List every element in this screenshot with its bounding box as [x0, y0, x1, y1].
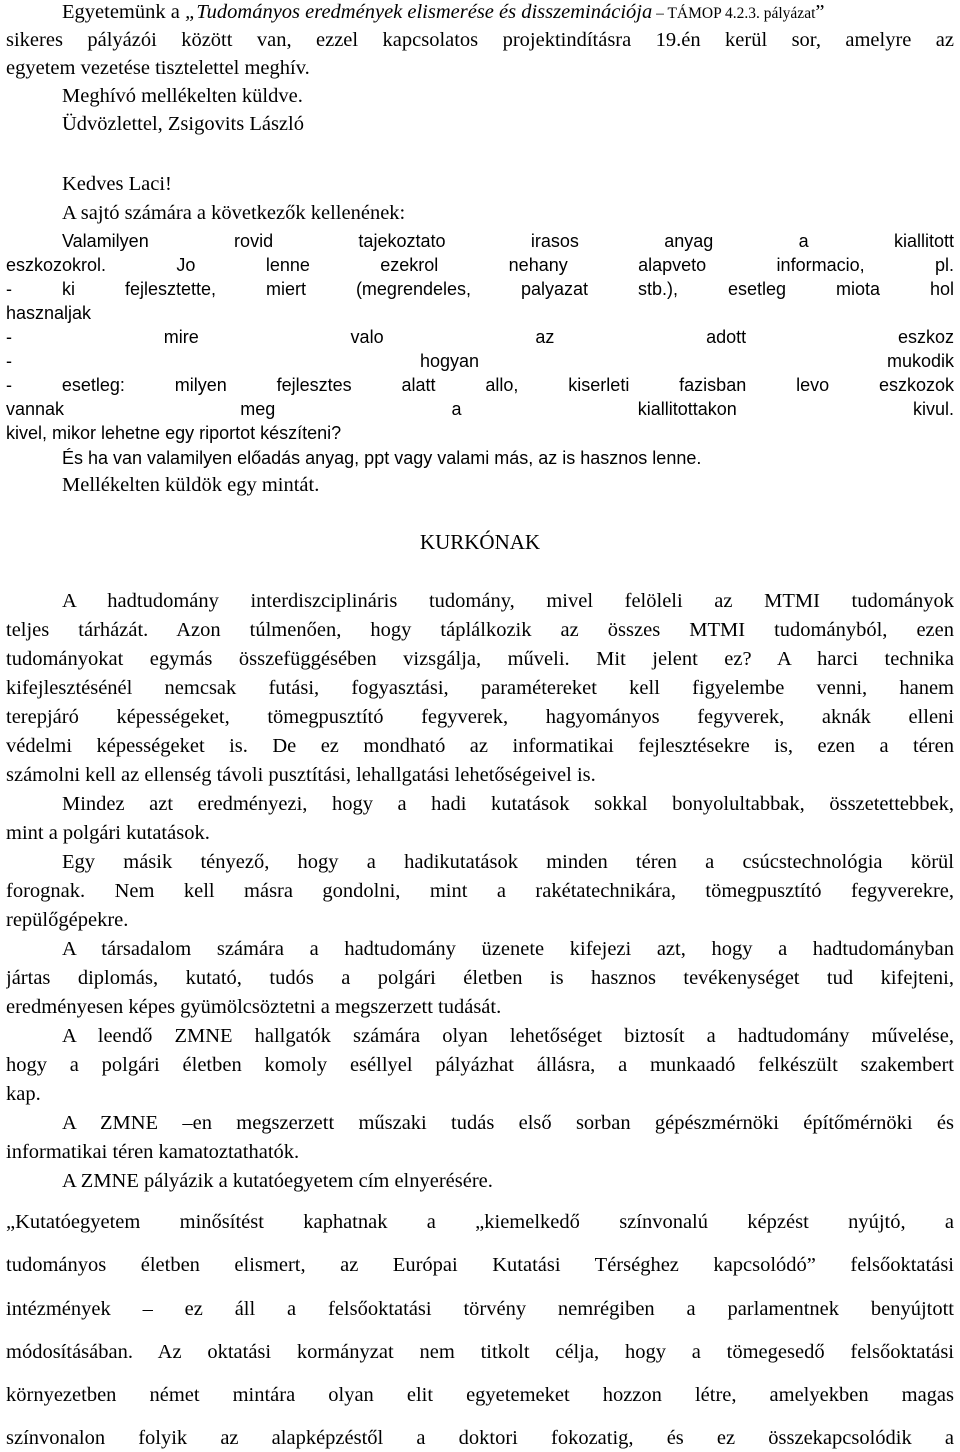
article-title: KURKÓNAK	[419, 530, 541, 554]
article-line: Egy másik tényező, hogy a hadikutatások minden téren a csúcstechnológia körül	[62, 851, 954, 873]
article-line: terepjáró képességeket, tömegpusztító fegyverek, hagyományos fegyverek, aknák elleni	[6, 706, 954, 728]
article-line: A leendő ZMNE hallgatók számára olyan lehetőséget biztosít a hadtudomány művelése,	[62, 1025, 954, 1047]
greeting-signature: Üdvözlettel, Zsigovits László	[62, 113, 304, 135]
request-line: - esetleg: milyen fejlesztes alatt allo, kiserleti fazisban levo eszkozok	[6, 375, 954, 395]
article-line: mint a polgári kutatások.	[6, 822, 210, 844]
article-line: A hadtudomány interdiszciplináris tudomány, mivel felöleli az MTMI tudományok	[62, 590, 954, 612]
article-line: Mindez azt eredményezi, hogy a hadi kutatások sokkal bonyolultabbak, összetettebbek,	[62, 793, 954, 815]
quote-line: környezetben német mintára olyan elit egyetemeket hozzon létre, amelyekben magas	[6, 1384, 954, 1406]
request-line: hasznaljak	[6, 303, 92, 323]
article-line: repülőgépekre.	[6, 909, 129, 931]
article-line: forognak. Nem kell másra gondolni, mint a rakétatechnikára, tömegpusztító fegyverekre,	[6, 880, 954, 902]
article-line: hogy a polgári életben komoly eséllyel pályázhat állásra, a munkaadó felkészült szakembert	[6, 1054, 954, 1076]
request-line: - mire valo az adott eszkoz	[6, 327, 954, 347]
quote-line: színvonalon folyik az alapképzéstől a doktori fokozatig, és ez összekapcsolódik a	[6, 1427, 954, 1449]
article-line: tudományokat egymás összefüggésében vizsgálja, műveli. Mit jelent ez? A harci technika	[6, 648, 954, 670]
article-line: kifejlesztésénél nemcsak futási, fogyasztási, paramétereket kell figyelembe venni, hanem	[6, 677, 954, 699]
request-line: eszkozokrol. Jo lenne ezekrol nehany alapveto informacio, pl.	[6, 255, 954, 275]
quote-line: tudományos életben elismert, az Európai Kutatási Térséghez kapcsolódó” felsőoktatási	[6, 1254, 954, 1276]
article-line: számolni kell az ellenség távoli pusztítási, lehallgatási lehetőségeivel is.	[6, 764, 596, 786]
article-line: informatikai téren kamatoztathatók.	[6, 1141, 300, 1163]
quote-line: módosításában. Az oktatási kormányzat nem titkolt célja, hogy a tömegesedő felsőoktatási	[6, 1341, 954, 1363]
request-line: kivel, mikor lehetne egy riportot készíteni?	[6, 423, 342, 443]
sample-attached: Mellékelten küldök egy mintát.	[62, 474, 320, 496]
request-line: vannak meg a kiallitottakon kivul.	[6, 399, 954, 419]
article-line: A ZMNE –en megszerzett műszaki tudás első sorban gépészmérnöki építőmérnöki és	[62, 1112, 954, 1134]
intro-line-1-tail: – TÁMOP 4.2.3. pályázat	[652, 5, 816, 22]
salutation: Kedves Laci!	[62, 173, 172, 195]
quote-line: „Kutatóegyetem minősítést kaphatnak a „kiemelkedő színvonalú képzést nyújtó, a	[6, 1211, 954, 1233]
request-line: - hogyan mukodik	[6, 351, 954, 371]
intro-line-1-prefix: Egyetemünk a	[62, 1, 185, 23]
article-line: teljes tárházát. Azon túlmenően, hogy táplálkozik az összes MTMI tudományból, ezen	[6, 619, 954, 641]
article-line: védelmi képességeket is. De ez mondható az informatikai fejlesztésekre is, ezen a téren	[6, 735, 954, 757]
intro-line-1-closequote: ”	[815, 1, 825, 23]
intro-line-1	[62, 0, 954, 28]
intro-line-1-quote: „Tudományos eredmények elismerése és disszeminációja	[184, 1, 653, 23]
article-line: jártas diplomás, kutató, tudós a polgári életben is hasznos tevékenységet tud kifejteni,	[6, 967, 954, 989]
request-line: Valamilyen rovid tajekoztato irasos anyag a kiallitott	[62, 231, 954, 251]
invitation-attached: Meghívó mellékelten küldve.	[62, 85, 303, 107]
article-line: eredményesen képes gyümölcsöztetni a megszerzett tudását.	[6, 996, 502, 1018]
intro-line-3: egyetem vezetése tisztelettel meghív.	[6, 57, 310, 79]
article-line: kap.	[6, 1083, 41, 1105]
quote-line: intézmények – ez áll a felsőoktatási törvény nemrégiben a parlamentnek benyújtott	[6, 1298, 954, 1320]
article-line: A társadalom számára a hadtudomány üzenete kifejezi azt, hogy a hadtudományban	[62, 938, 954, 960]
intro-line-2: sikeres pályázói között van, ezzel kapcsolatos projektindításra 19.én kerül sor, amelyre az	[6, 29, 954, 51]
article-line: A ZMNE pályázik a kutatóegyetem cím elnyerésére.	[62, 1170, 493, 1192]
request-line: - ki fejlesztette, miert (megrendeles, palyazat stb.), esetleg miota hol	[6, 279, 954, 299]
press-request: A sajtó számára a következők kellenének:	[62, 202, 406, 224]
request-line: És ha van valamilyen előadás anyag, ppt vagy valami más, az is hasznos lenne.	[62, 448, 702, 468]
